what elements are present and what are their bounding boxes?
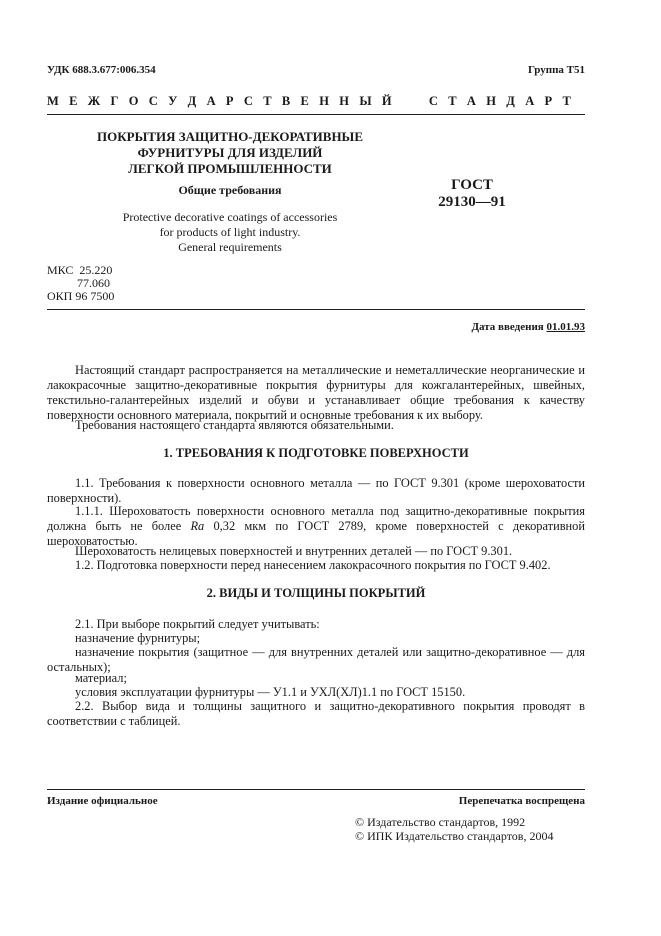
reprint-prohibited: Перепечатка воспрещена — [458, 795, 585, 807]
clause-2-1-item-b: назначение покрытия (защитное — для внутренних деталей или защитно-декоративное — для остальных); — [47, 645, 585, 674]
ra-symbol: Ra — [190, 519, 205, 533]
intro-paragraph: Настоящий стандарт распространяется на металлические и неметаллические неорганические и лакокрасочные защитно-декоративные покрытия фурнитуры для кожгалантерейных, швейных, текстильно-галантерейных изделий и обуви и устанавливает общие требования к качеству поверхности основного материала, покрытий и основные требования к их выбору. — [47, 363, 585, 422]
title-line-2: ФУРНИТУРЫ ДЛЯ ИЗДЕЛИЙ — [137, 145, 323, 160]
clause-2-1-item-a: назначение фурнитуры; — [75, 631, 201, 645]
title-subtitle: Общие требования — [178, 183, 282, 197]
gost-number: 29130—91 — [438, 194, 506, 210]
clause-1-1-1-nonface: Шероховатость нелицевых поверхностей и внутренних деталей — по ГОСТ 9.301. — [75, 544, 513, 558]
footer-rule — [47, 789, 585, 790]
clause-1-1-1 — [47, 504, 585, 549]
title-line-3: ЛЕГКОЙ ПРОМЫШЛЕННОСТИ — [128, 161, 332, 176]
mks-code-2: 77.060 — [77, 276, 110, 290]
mandatory-paragraph: Требования настоящего стандарта являются обязательными. — [75, 418, 394, 432]
official-edition: Издание официальное — [47, 795, 158, 807]
clause-1-2: 1.2. Подготовка поверхности перед нанесением лакокрасочного покрытия по ГОСТ 9.402. — [75, 558, 551, 572]
clause-1-1-1-text-b: 0,32 мкм по ГОСТ 2789, кроме поверхностей с декоративной шероховатостью. — [47, 519, 586, 548]
gost-designation — [412, 177, 532, 211]
english-title-line-2: for products of light industry. — [159, 225, 301, 239]
header-rule — [47, 114, 585, 115]
title-block — [80, 129, 380, 177]
interstate-standard-heading: М Е Ж Г О С У Д А Р С Т В Е Н Н Ы Й С Т А Н Д А Р Т — [47, 94, 575, 108]
english-title-line-3: General requirements — [178, 240, 282, 254]
english-title — [80, 210, 380, 255]
clause-2-1: 2.1. При выборе покрытий следует учитывать: — [75, 617, 320, 631]
mks-label: МКС — [47, 263, 74, 277]
codes-rule — [47, 309, 585, 310]
udk-code: УДК 688.3.677:006.354 — [47, 64, 156, 76]
gost-label: ГОСТ — [451, 177, 493, 193]
intro-date — [471, 321, 585, 334]
mks-code-1: 25.220 — [79, 263, 113, 277]
title-line-1: ПОКРЫТИЯ ЗАЩИТНО-ДЕКОРАТИВНЫЕ — [97, 129, 363, 144]
okp-code: ОКП 96 7500 — [47, 289, 115, 303]
section-2-heading: 2. ВИДЫ И ТОЛЩИНЫ ПОКРЫТИЙ — [206, 586, 426, 600]
clause-2-1-item-c: материал; — [75, 671, 127, 685]
clause-1-1-1-text-a: 1.1.1. Шероховатость поверхности основного металла под защитно-декоративные покрытия должна быть не более — [47, 504, 585, 533]
clause-1-1: 1.1. Требования к поверхности основного металла — по ГОСТ 9.301 (кроме шероховатости поверхности). — [47, 476, 585, 505]
group-code: Группа Т51 — [527, 64, 585, 76]
intro-date-value: 01.01.93 — [546, 321, 585, 333]
clause-2-2: 2.2. Выбор вида и толщины защитного и защитно-декоративного покрытия проводят в соответствии с таблицей. — [47, 699, 585, 728]
copyright-1992: © Издательство стандартов, 1992 — [355, 815, 526, 829]
copyright-2004: © ИПК Издательство стандартов, 2004 — [355, 829, 554, 843]
section-1-heading: 1. ТРЕБОВАНИЯ К ПОДГОТОВКЕ ПОВЕРХНОСТИ — [163, 446, 469, 460]
intro-date-label: Дата введения — [471, 321, 544, 333]
clause-2-1-item-d: условия эксплуатации фурнитуры — У1.1 и УХЛ(ХЛ)1.1 по ГОСТ 15150. — [75, 685, 466, 699]
english-title-line-1: Protective decorative coatings of accessories — [122, 210, 338, 224]
